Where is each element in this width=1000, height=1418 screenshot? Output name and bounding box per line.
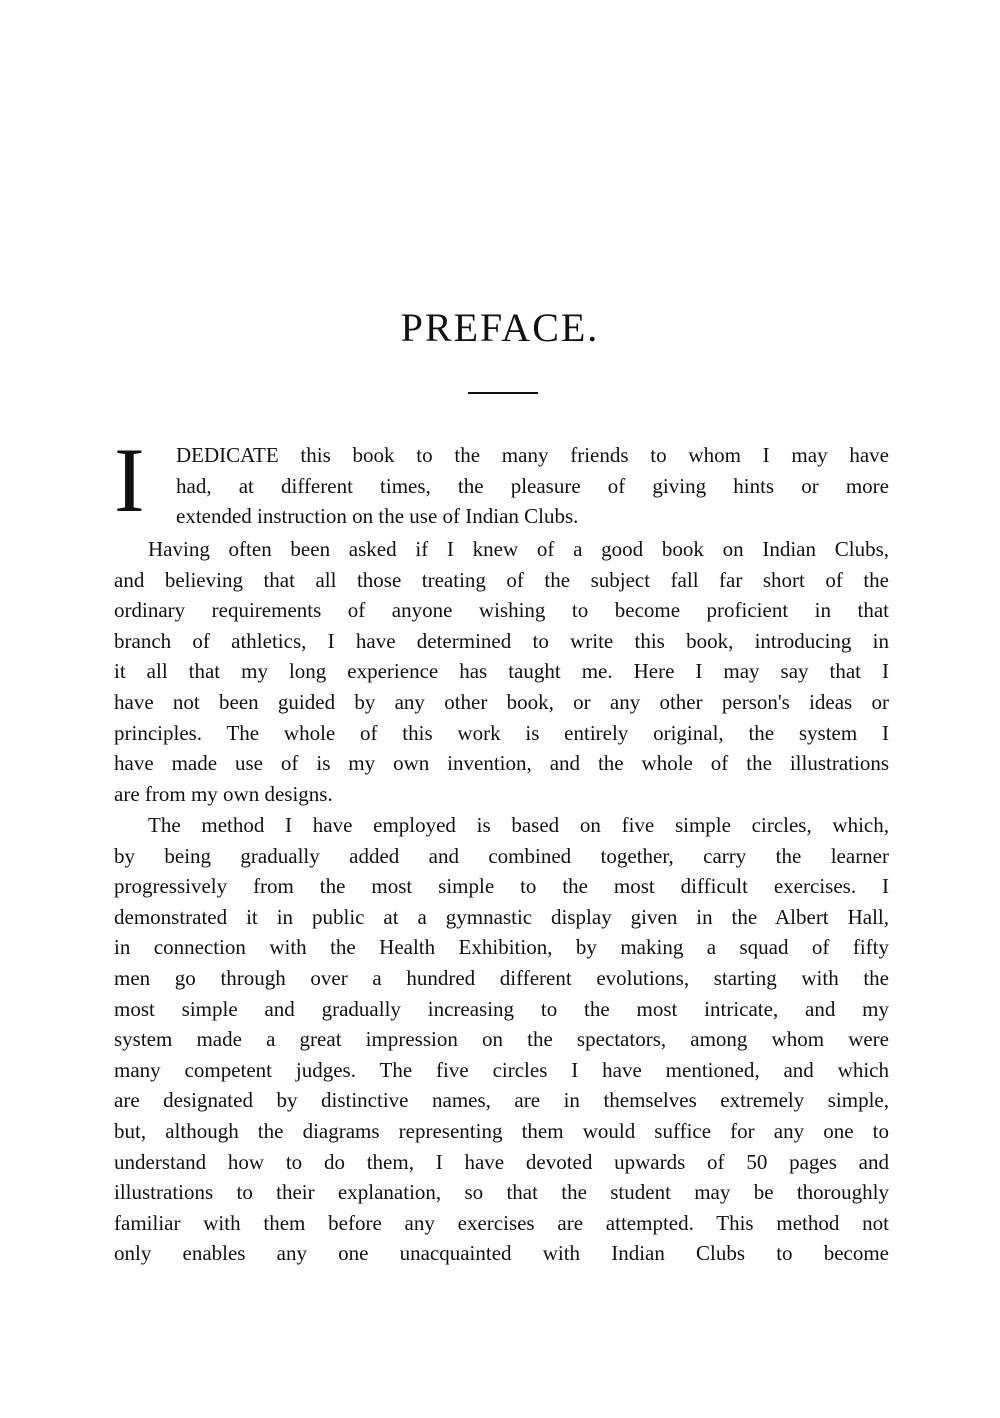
drop-cap: I <box>114 429 145 531</box>
text-line: only enables any one unacquainted with Indian Clubs to become <box>114 1241 889 1266</box>
text-line: many competent judges. The five circles I have mentioned, and which <box>114 1057 889 1082</box>
text-line: are from my own designs. <box>114 781 333 806</box>
text-line: The method I have employed is based on five simple circles, which, <box>148 813 889 837</box>
text-line: principles. The whole of this work is entirely original, the system I <box>114 720 889 745</box>
text-line: branch of athletics, I have determined to write this book, introducing in <box>114 628 889 653</box>
text-line: familiar with them before any exercises are attempted. This method not <box>114 1210 889 1235</box>
text-line: ordinary requirements of anyone wishing to become proficient in that <box>114 598 889 623</box>
text-line: men go through over a hundred different evolutions, starting with the <box>114 965 889 990</box>
page-title: PREFACE. <box>400 305 600 350</box>
title-divider <box>468 392 538 394</box>
text-line: progressively from the most simple to the most difficult exercises. I <box>114 874 889 899</box>
text-line: most simple and gradually increasing to the most intricate, and my <box>114 996 889 1021</box>
text-line: but, although the diagrams representing them would suffice for any one to <box>114 1118 889 1143</box>
text-line: understand how to do them, I have devoted upwards of 50 pages and <box>114 1149 889 1174</box>
text-line: DEDICATE this book to the many friends to whom I may have <box>176 443 889 467</box>
text-line: Having often been asked if I knew of a good book on Indian Clubs, <box>148 537 889 561</box>
text-line: have made use of is my own invention, and the whole of the illustrations <box>114 751 889 776</box>
text-line: have not been guided by any other book, or any other person's ideas or <box>114 689 889 714</box>
text-line: are designated by distinctive names, are in themselves extremely simple, <box>114 1088 889 1113</box>
text-line: by being gradually added and combined together, carry the learner <box>114 843 889 868</box>
text-line: system made a great impression on the spectators, among whom were <box>114 1027 889 1052</box>
text-line: demonstrated it in public at a gymnastic display given in the Albert Hall, <box>114 904 889 929</box>
paragraph-origin <box>114 534 889 809</box>
text-line: it all that my long experience has taught me. Here I may say that I <box>114 659 889 684</box>
text-line: in connection with the Health Exhibition, by making a squad of fifty <box>114 935 889 960</box>
paragraph-dedication <box>176 440 889 532</box>
text-line: and believing that all those treating of the subject fall far short of the <box>114 567 889 592</box>
text-line: illustrations to their explanation, so that the student may be thoroughly <box>114 1180 889 1205</box>
text-line: extended instruction on the use of Indian Clubs. <box>176 504 579 529</box>
text-line: had, at different times, the pleasure of giving hints or more <box>176 473 889 498</box>
paragraph-method <box>114 810 889 1269</box>
